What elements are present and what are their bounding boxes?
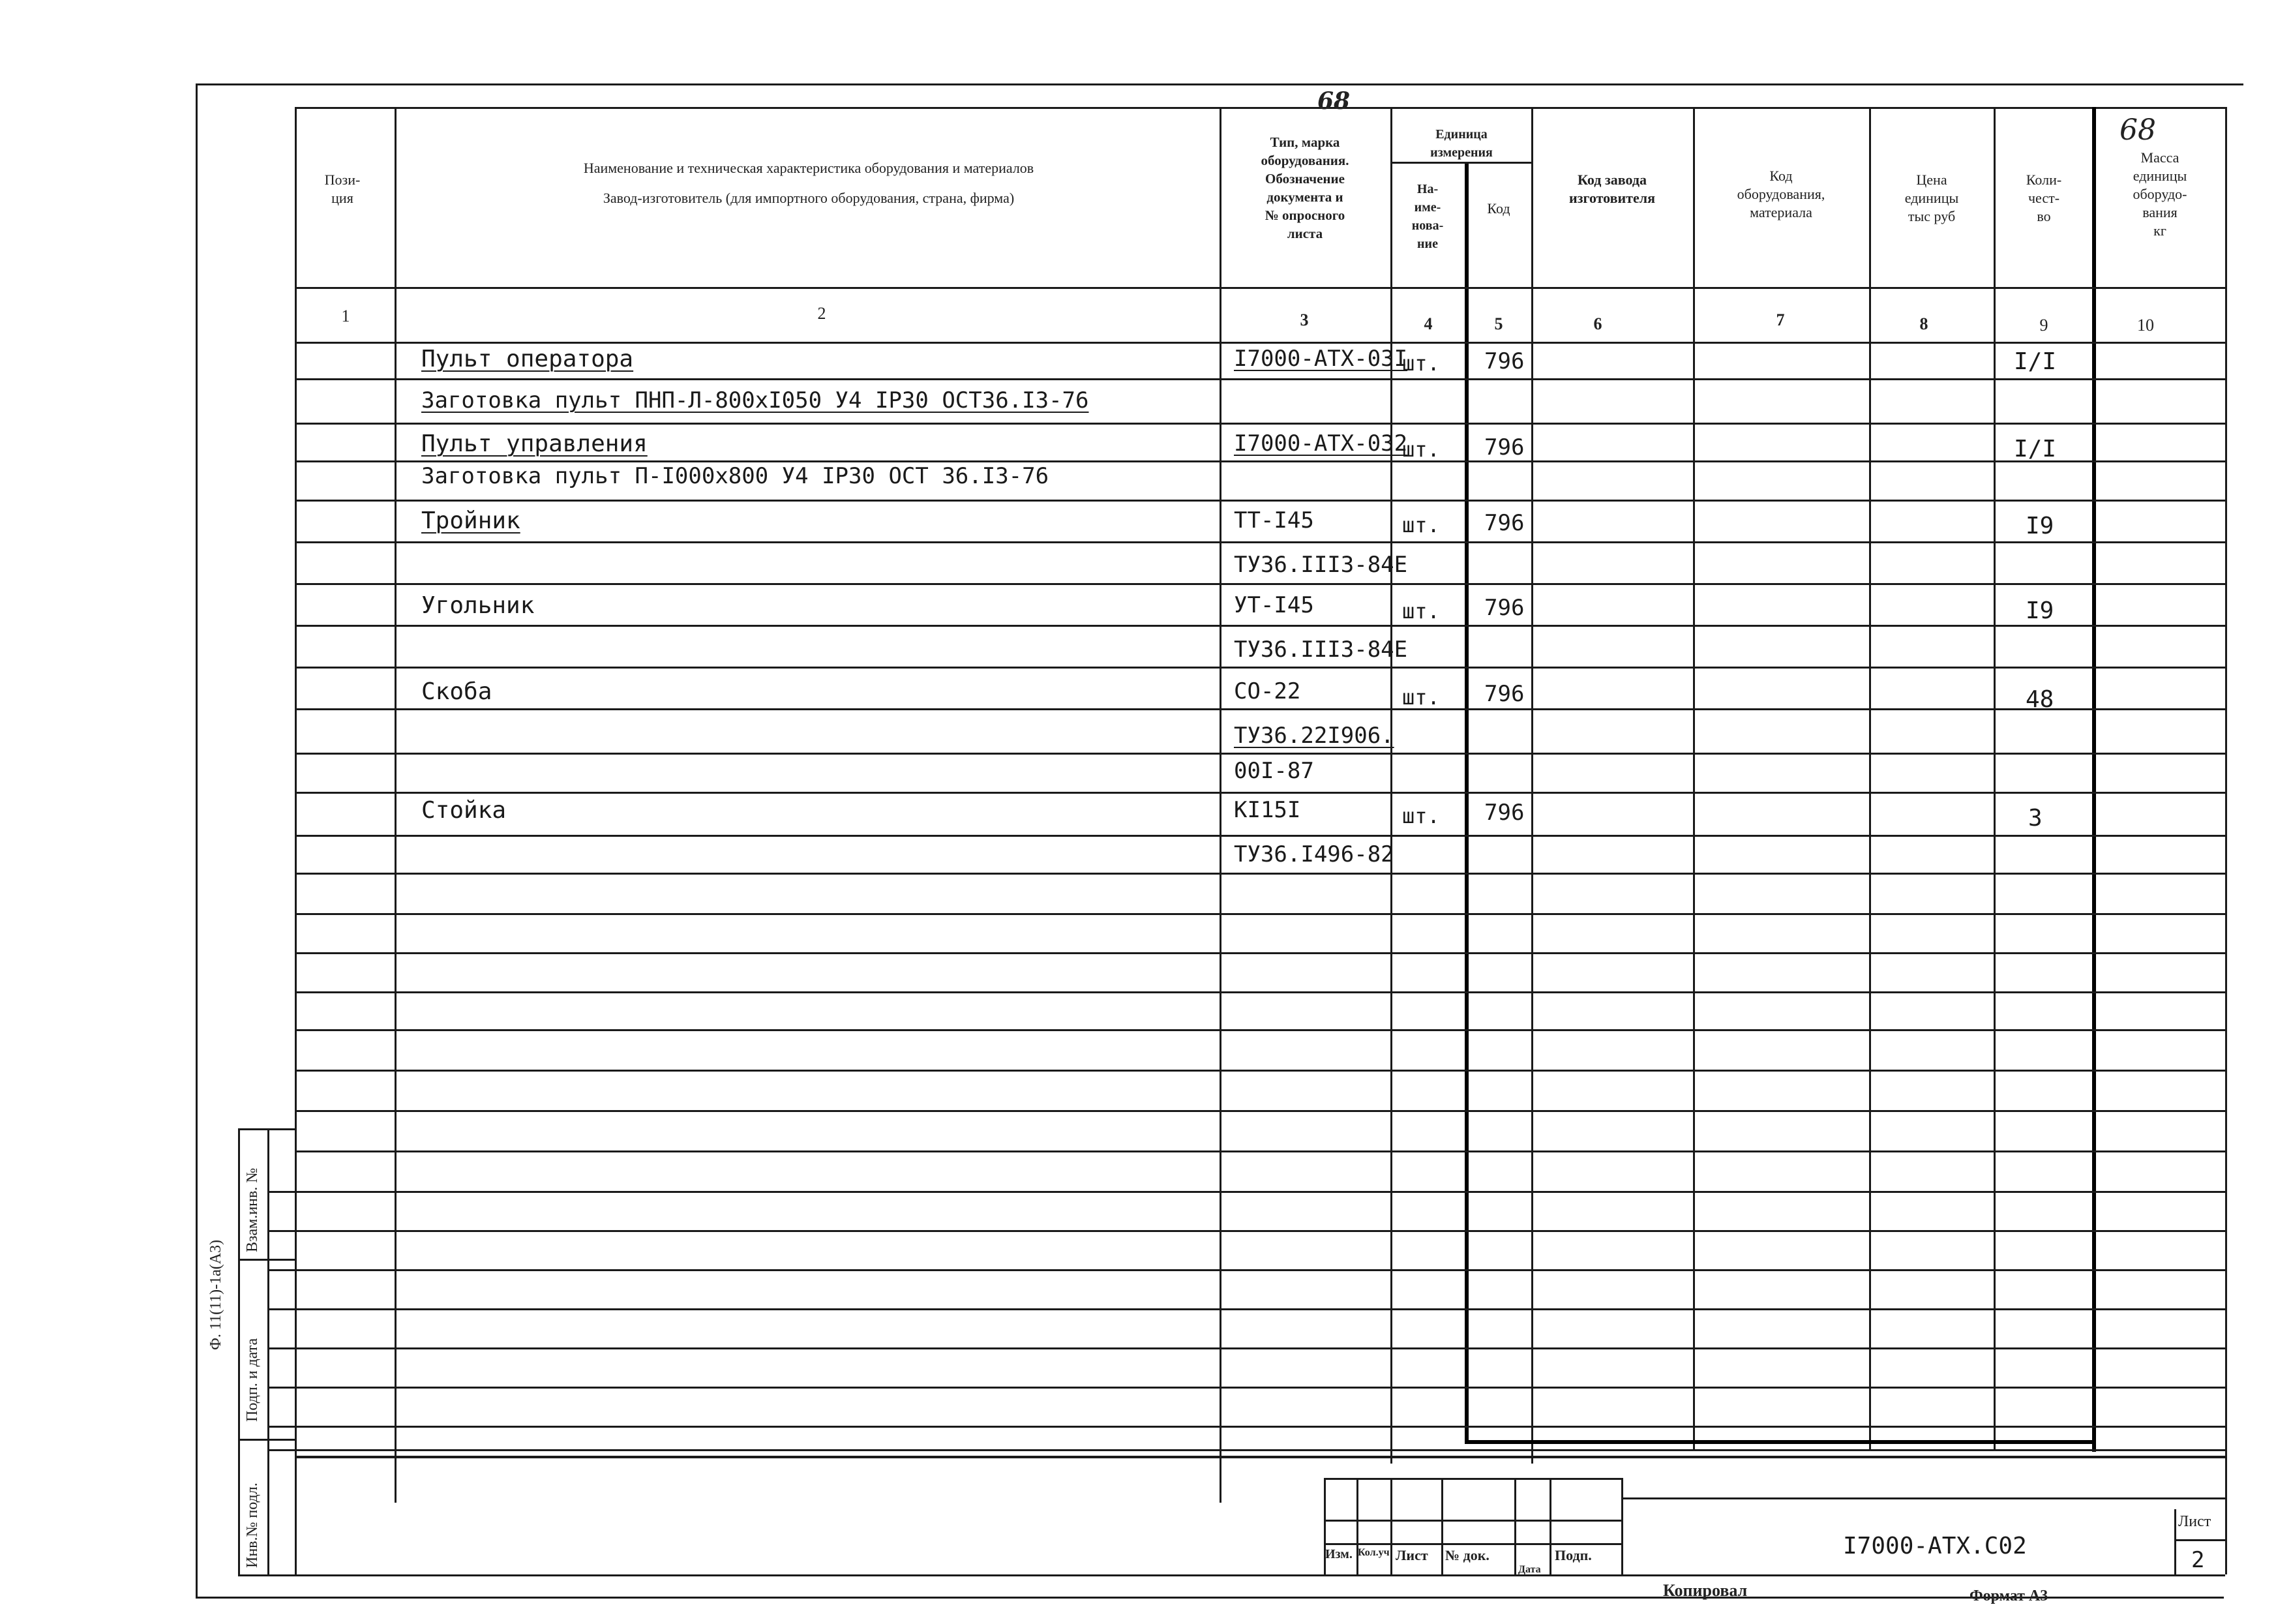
tb-document-code: I7000-АТХ.С02 — [1843, 1533, 2027, 1559]
row-type: УТ-I45 — [1234, 592, 1314, 618]
row-line — [295, 708, 2225, 710]
title-block-top — [295, 1456, 2225, 1458]
colnum-10: 10 — [2137, 316, 2154, 335]
row-qty: I/I — [2014, 436, 2057, 462]
frame-bottom-inner — [238, 1574, 2225, 1576]
row-unit: шт. — [1402, 804, 1440, 828]
row-line — [295, 460, 2225, 462]
col-divider-7 — [1869, 107, 1871, 1451]
row-line-thick — [1465, 1440, 2096, 1444]
tb-kol-uch: Кол.уч — [1358, 1547, 1390, 1558]
side-inv-podl: Инв.№ подл. — [244, 1482, 261, 1568]
row-line — [295, 952, 2225, 954]
row-line — [267, 1347, 2225, 1349]
row-type: I7000-АТХ-03I — [1234, 346, 1408, 372]
title-block-col — [1550, 1478, 1551, 1574]
row-line — [295, 753, 2225, 755]
frame-top-line — [196, 83, 2243, 85]
row-line — [267, 1269, 2225, 1271]
row-line — [295, 423, 2225, 425]
unit-group-line — [1390, 162, 1531, 164]
row-line — [295, 667, 2225, 669]
header-col-equipment-code: Код оборудования, материала — [1737, 168, 1825, 220]
row-line — [295, 792, 2225, 794]
side-stamp-line — [238, 1128, 240, 1574]
col-divider-5 — [1531, 107, 1533, 1464]
row-qty: 3 — [2028, 805, 2043, 832]
title-block-col — [1390, 1478, 1392, 1574]
title-block-line — [1324, 1543, 1621, 1545]
row-unit: шт. — [1402, 599, 1440, 624]
row-unit: шт. — [1402, 685, 1440, 710]
row-name: Тройник — [421, 507, 520, 534]
row-name: Стойка — [421, 797, 507, 824]
header-col-unit-code: Код — [1487, 200, 1510, 217]
colnum-4: 4 — [1424, 314, 1433, 333]
colnum-2: 2 — [817, 304, 826, 323]
row-code: 796 — [1484, 348, 1525, 374]
frame-right-line — [2225, 107, 2227, 1574]
row-name: Заготовка пульт П-I000х800 У4 IР30 ОСТ 36.I3-76 — [421, 463, 1049, 489]
row-line — [295, 873, 2225, 875]
row-line — [295, 541, 2225, 543]
row-name: Заготовка пульт ПНП-Л-800хI050 У4 IР30 ОСТ36.I3-76 — [421, 387, 1089, 414]
row-line — [295, 1110, 2225, 1112]
row-code: 796 — [1484, 595, 1525, 621]
colnum-1: 1 — [341, 307, 350, 325]
side-stamp-line — [267, 1128, 269, 1574]
side-form-label: Ф. 11(11)-1а(А3) — [207, 1239, 224, 1350]
row-type: I7000-АТХ-032 — [1234, 430, 1408, 457]
row-code: 796 — [1484, 681, 1525, 707]
frame-bottom-line — [196, 1597, 2224, 1599]
header-col-factory-code: Код завода изготовителя — [1568, 172, 1655, 206]
colnum-6: 6 — [1593, 314, 1602, 333]
row-line — [267, 1308, 2225, 1310]
colnum-5: 5 — [1494, 314, 1503, 333]
row-name: Угольник — [421, 592, 535, 619]
title-block-line — [1324, 1520, 1621, 1522]
title-block-col — [1356, 1478, 1358, 1574]
colnum-9: 9 — [2039, 316, 2048, 335]
row-qty: I9 — [2026, 513, 2054, 539]
row-type: СО-22 — [1234, 678, 1301, 704]
colnum-3: 3 — [1300, 310, 1309, 329]
row-type: ТУ36.III3-84Е — [1234, 552, 1408, 578]
tb-izm: Изм. — [1325, 1547, 1353, 1561]
row-name: Скоба — [421, 678, 492, 705]
row-line — [295, 583, 2225, 585]
tb-sheet-number: 2 — [2191, 1547, 2205, 1573]
frame-left-line — [196, 83, 198, 1597]
row-line — [295, 913, 2225, 915]
row-unit: шт. — [1402, 513, 1440, 537]
row-type: 00I-87 — [1234, 758, 1314, 784]
row-line — [267, 1449, 2225, 1451]
col-divider-4 — [1465, 162, 1469, 1440]
side-stamp-line — [238, 1439, 295, 1441]
row-line — [295, 500, 2225, 502]
row-line — [295, 1070, 2225, 1072]
row-unit: шт. — [1402, 437, 1440, 462]
footer-copied: Копировал — [1663, 1581, 1748, 1600]
row-line — [267, 1426, 2225, 1428]
tb-data: Дата — [1518, 1564, 1541, 1575]
row-line — [295, 1029, 2225, 1031]
frame-top-line-inner — [295, 107, 2225, 109]
tb-podp: Подп. — [1555, 1547, 1592, 1563]
tb-list: Лист — [1396, 1547, 1428, 1563]
row-code: 796 — [1484, 800, 1525, 826]
header-bottom-line — [295, 287, 2225, 289]
corner-page-number: 68 — [2119, 113, 2156, 147]
header-col-type: Тип, марка оборудования. Обозначение документа и № опросного листа — [1261, 134, 1349, 241]
frame-inner-left-line — [295, 107, 297, 1574]
header-col-unit-name: На- име- нова- ние — [1411, 182, 1444, 251]
row-type: КI15I — [1234, 797, 1301, 823]
row-line — [295, 625, 2225, 627]
header-col-name-line2: Завод-изготовитель (для импортного оборудования, страна, фирма) — [603, 190, 1015, 206]
colnum-bottom-line — [295, 342, 2225, 344]
col-divider-8 — [1994, 107, 1996, 1451]
title-block-line — [1621, 1497, 2225, 1499]
row-type: ТТ-I45 — [1234, 507, 1314, 534]
footer-format: Формат А3 — [1969, 1587, 2048, 1604]
title-block-col — [2174, 1509, 2176, 1574]
title-block-col — [1621, 1478, 1623, 1574]
row-line — [267, 1387, 2225, 1389]
row-line — [267, 1230, 2225, 1232]
row-qty: I9 — [2026, 597, 2054, 624]
row-type: ТУ36.III3-84Е — [1234, 637, 1408, 663]
row-code: 796 — [1484, 434, 1525, 460]
row-name: Пульт оператора — [421, 346, 634, 372]
tb-sheet-label: Лист — [2178, 1513, 2211, 1530]
row-line — [267, 1191, 2225, 1193]
side-vzam-inv: Взам.инв. № — [244, 1167, 261, 1252]
row-unit: шт. — [1402, 351, 1440, 376]
header-col-price: Цена единицы тыс руб — [1904, 172, 1959, 224]
row-line — [295, 991, 2225, 993]
row-qty: 48 — [2026, 686, 2054, 713]
tb-n-dok: № док. — [1445, 1547, 1490, 1563]
col-divider-1 — [395, 107, 397, 1503]
title-block-col — [1514, 1478, 1516, 1574]
title-block-line — [2174, 1539, 2225, 1541]
col-divider-9 — [2092, 107, 2096, 1452]
row-type: ТУ36.22I906. — [1234, 723, 1394, 749]
title-block-col — [1441, 1478, 1443, 1574]
header-col-position: Пози- ция — [324, 172, 361, 206]
side-stamp-line — [238, 1128, 295, 1130]
col-divider-2 — [1220, 107, 1221, 1503]
header-col-name-line1: Наименование и техническая характеристика оборудования и материалов — [583, 160, 1034, 176]
col-divider-3 — [1390, 107, 1392, 1464]
header-col-mass: Масса единицы оборудо- вания кг — [2133, 149, 2187, 239]
top-page-number: 68 — [1317, 87, 1351, 115]
row-line — [295, 1150, 2225, 1152]
colnum-7: 7 — [1776, 310, 1785, 329]
side-podp-data: Подп. и дата — [244, 1338, 261, 1422]
header-col-unit-group: Единица измерения — [1430, 127, 1493, 160]
title-block-line — [1324, 1478, 1621, 1480]
row-line — [295, 378, 2225, 380]
row-line — [295, 835, 2225, 837]
col-divider-6 — [1693, 107, 1695, 1451]
row-type: ТУ36.I496-82 — [1234, 841, 1394, 867]
colnum-8: 8 — [1919, 314, 1928, 333]
side-stamp-line — [238, 1259, 295, 1261]
row-name: Пульт управления — [421, 430, 648, 457]
row-qty: I/I — [2014, 348, 2057, 375]
header-col-quantity: Коли- чест- во — [2026, 172, 2062, 224]
row-code: 796 — [1484, 510, 1525, 536]
